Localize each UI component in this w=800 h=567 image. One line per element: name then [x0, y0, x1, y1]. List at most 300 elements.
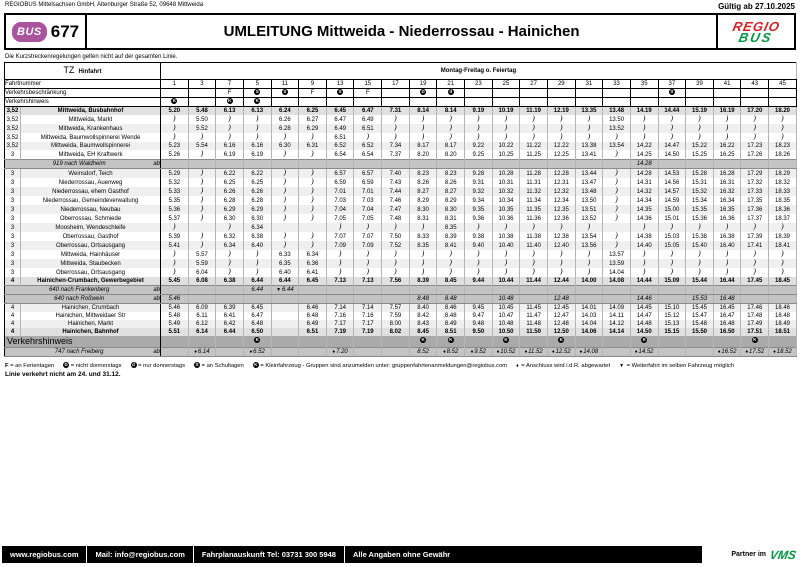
hinweis-cell [465, 98, 493, 107]
time-cell: 11.50 [520, 328, 548, 336]
time-cell: 6.13 [243, 107, 271, 116]
hinweis-cell [547, 98, 575, 107]
time-cell [658, 115, 686, 124]
time-cell: 13.48 [603, 107, 631, 116]
time-cell: 15.28 [686, 169, 714, 179]
restriction-badge-icon: D [64, 362, 68, 367]
time-cell [603, 178, 631, 187]
connection-symbol-icon: ♦ [634, 349, 638, 355]
hinweis-cell [382, 98, 410, 107]
stop-name: Mittweida, Busbahnhof [21, 107, 161, 116]
time-cell [216, 336, 244, 348]
time-cell: 6.51 [326, 133, 354, 142]
time-cell: 10.50 [492, 328, 520, 336]
pass-through-icon: ) [366, 133, 370, 141]
short-distance-note: Die Kurzstreckenregelungen gelten nicht auf der gesamten Linie. [5, 54, 178, 60]
restriction-badge-icon: K [254, 362, 258, 367]
time-cell [409, 115, 437, 124]
time-cell: 17.45 [741, 277, 769, 286]
hinweis-cell [575, 98, 603, 107]
pass-through-icon: ) [421, 115, 425, 123]
tz-cell: 3 [5, 232, 21, 241]
time-cell: 6.49 [299, 320, 327, 328]
restriction-badge-icon: K [227, 98, 232, 104]
pass-through-icon: ) [504, 223, 508, 231]
time-cell: 10.40 [492, 241, 520, 250]
time-cell: 6.45 [299, 277, 327, 286]
time-cell: 7.43 [382, 178, 410, 187]
stop-row [5, 328, 797, 336]
time-cell: 7.31 [382, 107, 410, 116]
pass-through-icon: ) [753, 223, 757, 231]
time-cell: 10.25 [492, 150, 520, 160]
time-cell: 7.01 [326, 187, 354, 196]
time-cell: 11.47 [520, 312, 548, 320]
tz-cell: 3 [5, 241, 21, 250]
time-cell [686, 286, 714, 295]
time-cell: 12.48 [547, 320, 575, 328]
time-cell: 7.52 [382, 241, 410, 250]
pass-through-icon: ) [781, 259, 784, 267]
time-cell: 6.19 [243, 150, 271, 160]
time-cell: 14.32 [630, 187, 658, 196]
pass-through-icon: ) [283, 168, 287, 177]
legend-item: F = an Ferientagen [5, 362, 55, 369]
time-cell [326, 295, 354, 304]
time-cell [326, 286, 354, 295]
time-cell: 15.38 [686, 232, 714, 241]
time-cell [299, 336, 327, 348]
time-cell: 6.27 [299, 115, 327, 124]
pass-through-icon: ) [698, 133, 701, 141]
time-cell [658, 286, 686, 295]
legend [5, 362, 795, 369]
time-cell: 7.16 [326, 312, 354, 320]
time-cell [354, 286, 382, 295]
time-cell [741, 250, 769, 259]
table-subheader-row [5, 80, 797, 89]
restriction-cell [575, 89, 603, 98]
restriction-badge-icon: S [255, 89, 259, 95]
pass-through-icon: ) [615, 187, 619, 195]
time-cell [603, 214, 631, 223]
time-cell: 11.28 [520, 169, 548, 179]
time-cell [713, 223, 741, 232]
time-cell: 10.32 [492, 187, 520, 196]
time-cell [409, 250, 437, 259]
holiday-service-note: Linie verkehrt nicht am 24. und 31.12. [5, 371, 121, 378]
trip-number-cell: 27 [520, 80, 548, 89]
time-cell: 12.28 [547, 169, 575, 179]
pass-through-icon: ) [311, 150, 314, 158]
time-cell: 15.13 [658, 320, 686, 328]
restriction-cell: F [299, 89, 327, 98]
time-cell: 6.57 [326, 169, 354, 179]
pass-through-icon: ) [200, 205, 204, 213]
legend-item: ▼ = Weiterfahrt im selben Fahrzeug möglich [619, 362, 734, 369]
time-cell [161, 259, 189, 268]
time-cell: 5.20 [161, 107, 189, 116]
time-cell: 15.00 [658, 205, 686, 214]
pass-through-icon: ) [698, 124, 701, 132]
time-cell [769, 115, 797, 124]
time-cell [271, 169, 299, 179]
pass-through-icon: ) [449, 250, 453, 258]
time-cell [547, 259, 575, 268]
time-cell [382, 286, 410, 295]
pass-through-icon: ) [283, 241, 287, 249]
time-cell: 16.35 [713, 205, 741, 214]
time-cell [575, 259, 603, 268]
restriction-cell: F [216, 89, 244, 98]
time-cell: 6.54 [354, 150, 382, 160]
time-cell: 8.52 [409, 348, 437, 357]
time-cell: 8.51 [437, 328, 465, 336]
time-cell: 17.51 [741, 328, 769, 336]
pass-through-icon: ) [283, 178, 287, 186]
time-cell: ♦7.20 [326, 348, 354, 357]
pass-through-icon: ) [642, 115, 646, 123]
pass-through-icon: ) [311, 178, 314, 186]
time-cell: 15.36 [686, 214, 714, 223]
time-cell: 15.47 [686, 312, 714, 320]
time-cell [547, 115, 575, 124]
time-cell: 7.14 [354, 304, 382, 313]
time-cell: 7.19 [326, 328, 354, 336]
pass-through-icon: ) [725, 268, 729, 276]
time-cell [161, 133, 189, 142]
time-cell [713, 115, 741, 124]
time-cell: 6.26 [271, 115, 299, 124]
stop-name: Hainichen, Crumbach [21, 304, 161, 313]
time-cell [713, 336, 741, 348]
time-cell: 6.52 [326, 142, 354, 150]
time-cell [713, 133, 741, 142]
time-cell: 18.46 [769, 304, 797, 313]
time-cell: 8.14 [409, 107, 437, 116]
time-cell: 7.13 [326, 277, 354, 286]
restriction-cell: F [354, 89, 382, 98]
time-cell: 5.23 [161, 142, 189, 150]
time-cell [299, 150, 327, 160]
line-number: 677 [50, 21, 80, 41]
time-cell [713, 286, 741, 295]
restriction-cell [658, 89, 686, 98]
pass-through-icon: ) [393, 250, 397, 258]
time-cell: 16.48 [713, 295, 741, 304]
stop-name: Oberrossau, Gasthof [21, 232, 161, 241]
time-cell [465, 250, 493, 259]
time-cell: 5.51 [161, 328, 189, 336]
time-cell [271, 150, 299, 160]
pass-through-icon: ) [311, 205, 314, 213]
time-cell: 13.52 [603, 124, 631, 133]
time-cell: 6.32 [216, 232, 244, 241]
tz-cell: 4 [5, 312, 21, 320]
time-cell: 6.44 [271, 277, 299, 286]
pass-through-icon: ) [725, 133, 729, 141]
time-cell [188, 169, 216, 179]
time-cell: 16.45 [713, 304, 741, 313]
time-cell [271, 223, 299, 232]
time-cell: ♦17.52 [741, 348, 769, 357]
time-cell: 13.38 [575, 142, 603, 150]
time-cell [188, 178, 216, 187]
restriction-badge-icon: K [172, 98, 176, 104]
time-cell: 17.20 [741, 107, 769, 116]
pass-through-icon: ) [781, 115, 784, 123]
connection-symbol-icon: ♦ [579, 349, 583, 355]
restriction-badge-icon: D [421, 89, 425, 95]
time-cell: 6.49 [326, 124, 354, 133]
pass-through-icon: ) [200, 168, 204, 177]
time-cell: 15.40 [686, 241, 714, 250]
time-cell [326, 250, 354, 259]
restriction-cell [437, 89, 465, 98]
stop-row [5, 241, 797, 250]
time-cell: 6.36 [299, 259, 327, 268]
time-cell [520, 115, 548, 124]
stop-row [5, 286, 797, 295]
pass-through-icon: ) [421, 268, 425, 276]
time-cell: 9.34 [465, 196, 493, 205]
stop-name: Moosheim, Wendeschleife [21, 223, 161, 232]
time-cell [603, 286, 631, 295]
time-cell: 16.22 [713, 142, 741, 150]
time-cell: 15.34 [686, 196, 714, 205]
tz-cell: 3,52 [5, 107, 21, 116]
pass-through-icon: ) [393, 115, 397, 123]
time-cell: 13.57 [603, 250, 631, 259]
time-cell [243, 160, 271, 169]
time-cell [188, 205, 216, 214]
time-cell: 6.34 [243, 223, 271, 232]
timetable-grid [4, 62, 797, 357]
time-cell: 8.42 [409, 312, 437, 320]
company-address-line: REGIOBUS Mittelsachsen GmbH, Altenburger Straße 52, 09648 Mittweida [5, 2, 204, 8]
time-cell: 11.35 [520, 205, 548, 214]
time-cell: 14.25 [630, 150, 658, 160]
trip-number-cell: 39 [686, 80, 714, 89]
pass-through-icon: ) [200, 178, 204, 186]
time-cell [243, 133, 271, 142]
time-cell [216, 268, 244, 277]
time-cell: 7.03 [326, 196, 354, 205]
restriction-cell [520, 89, 548, 98]
pass-through-icon: ) [587, 115, 591, 123]
pass-through-icon: ) [393, 259, 397, 267]
time-cell [299, 187, 327, 196]
time-cell: 13.48 [575, 187, 603, 196]
pass-through-icon: ) [476, 133, 480, 141]
tz-cell: 4 [5, 304, 21, 313]
time-cell: 8.45 [437, 277, 465, 286]
time-cell: 7.50 [382, 232, 410, 241]
time-cell [271, 328, 299, 336]
time-cell [216, 259, 244, 268]
time-cell: 8.00 [382, 320, 410, 328]
legend-symbol-icon [194, 363, 200, 369]
time-cell: 5.50 [188, 115, 216, 124]
time-cell: 18.32 [769, 178, 797, 187]
time-cell [299, 295, 327, 304]
footer-item: Mail: info@regiobus.com [87, 546, 193, 563]
time-cell: ♦14.52 [630, 348, 658, 357]
time-cell [547, 133, 575, 142]
pass-through-icon: ) [532, 223, 536, 231]
time-cell [326, 223, 354, 232]
time-cell [520, 223, 548, 232]
time-cell [741, 336, 769, 348]
time-cell: 6.16 [216, 142, 244, 150]
stop-name: Mittweida, Staubecken [21, 259, 161, 268]
time-cell [382, 295, 410, 304]
connection-symbol-icon: ▼ [276, 287, 282, 293]
tz-cell: 3,52 [5, 133, 21, 142]
time-cell: 15.48 [686, 320, 714, 328]
time-cell [354, 250, 382, 259]
time-cell [465, 160, 493, 169]
bus-badge-icon: BUS [12, 22, 47, 42]
time-cell [686, 348, 714, 357]
time-cell: 6.40 [243, 241, 271, 250]
time-cell [243, 336, 271, 348]
tz-cell: 3 [5, 150, 21, 160]
stop-name: Hainichen-Crumbach, Gewerbegebiet [21, 277, 161, 286]
time-cell: 8.17 [409, 142, 437, 150]
connection-symbol-icon: ♦ [470, 349, 474, 355]
pass-through-icon: ) [338, 223, 342, 231]
time-cell [216, 295, 244, 304]
time-cell: 12.38 [547, 232, 575, 241]
time-cell: 6.29 [299, 124, 327, 133]
time-cell: 5.49 [161, 320, 189, 328]
pass-through-icon: ) [200, 133, 204, 141]
time-cell [354, 268, 382, 277]
time-cell: 9.36 [465, 214, 493, 223]
time-cell: 13.35 [575, 107, 603, 116]
pass-through-icon: ) [200, 150, 204, 158]
trip-number-cell: 23 [465, 80, 493, 89]
time-cell: 13.50 [575, 196, 603, 205]
time-cell [741, 124, 769, 133]
stop-name: Niederrossau, Neubau [21, 205, 161, 214]
time-cell: 18.29 [769, 169, 797, 179]
footer-item: Alle Angaben ohne Gewähr [352, 550, 451, 559]
time-cell [271, 295, 299, 304]
restriction-badge-icon: K [255, 98, 259, 104]
pass-through-icon: ) [698, 250, 701, 258]
time-cell: 12.36 [547, 214, 575, 223]
time-cell [437, 250, 465, 259]
time-cell [713, 259, 741, 268]
time-cell [299, 178, 327, 187]
time-cell: ▼6.44 [271, 286, 299, 295]
pass-through-icon: ) [504, 133, 508, 141]
time-cell: ♦18.52 [769, 348, 797, 357]
time-cell: 12.34 [547, 196, 575, 205]
pass-through-icon: ) [393, 268, 397, 276]
restriction-cell [769, 89, 797, 98]
time-cell: 7.17 [354, 320, 382, 328]
time-cell: 14.22 [630, 142, 658, 150]
pass-through-icon: ) [559, 115, 563, 123]
trip-number-cell: 21 [437, 80, 465, 89]
hinweis-cell [769, 98, 797, 107]
time-cell: 17.36 [741, 205, 769, 214]
connection-symbol-icon: ♦ [745, 349, 749, 355]
time-cell [161, 286, 189, 295]
stop-row [5, 232, 797, 241]
time-cell [658, 133, 686, 142]
time-cell [382, 124, 410, 133]
legend-item: ♦ = Anschluss wird i.d.R. abgewartet [516, 362, 611, 369]
time-cell: 14.50 [658, 150, 686, 160]
stop-row [5, 160, 797, 169]
time-cell [547, 250, 575, 259]
time-cell: 6.59 [354, 178, 382, 187]
time-cell: 9.45 [465, 304, 493, 313]
time-cell: 15.35 [686, 205, 714, 214]
time-cell [603, 295, 631, 304]
pass-through-icon: ) [228, 115, 232, 123]
time-cell: 14.09 [603, 304, 631, 313]
connection-symbol-icon: ♦ [332, 349, 336, 355]
time-cell: 5.54 [188, 142, 216, 150]
time-cell: 18.35 [769, 196, 797, 205]
time-cell [188, 133, 216, 142]
time-cell: 6.30 [243, 214, 271, 223]
trip-number-cell: 45 [769, 80, 797, 89]
time-cell: 6.22 [216, 169, 244, 179]
pass-through-icon: ) [172, 223, 176, 231]
time-cell [713, 268, 741, 277]
time-cell [271, 232, 299, 241]
time-cell: 14.19 [630, 107, 658, 116]
tz-cell: 3 [5, 205, 21, 214]
pass-through-icon: ) [559, 250, 563, 258]
time-cell: 6.04 [188, 268, 216, 277]
time-cell: 10.19 [492, 107, 520, 116]
restriction-cell [492, 89, 520, 98]
time-cell: 7.48 [382, 214, 410, 223]
pass-through-icon: ) [615, 241, 619, 249]
time-cell: 5.32 [161, 178, 189, 187]
tz-cell: 3 [5, 178, 21, 187]
time-cell: 6.49 [354, 115, 382, 124]
pass-through-icon: ) [338, 250, 342, 258]
time-cell [188, 232, 216, 241]
pass-through-icon: ) [200, 187, 204, 195]
tz-cell: 3 [5, 187, 21, 196]
time-cell [382, 160, 410, 169]
vms-logo: VMS [768, 547, 798, 562]
time-cell [382, 250, 410, 259]
time-cell [437, 160, 465, 169]
pass-through-icon: ) [200, 232, 204, 240]
legend-symbol-icon [131, 363, 137, 369]
pass-through-icon: ) [311, 241, 314, 249]
time-cell [547, 286, 575, 295]
row-label: Verkehrshinweis [5, 98, 161, 107]
trip-number-cell: 33 [603, 80, 631, 89]
time-cell [492, 250, 520, 259]
pass-through-icon: ) [532, 250, 536, 258]
restriction-badge-icon: d [132, 362, 135, 367]
stop-name: Hainichen, Mittweidaer Str [21, 312, 161, 320]
time-cell: 14.44 [630, 277, 658, 286]
legend-symbol-icon [619, 363, 625, 369]
